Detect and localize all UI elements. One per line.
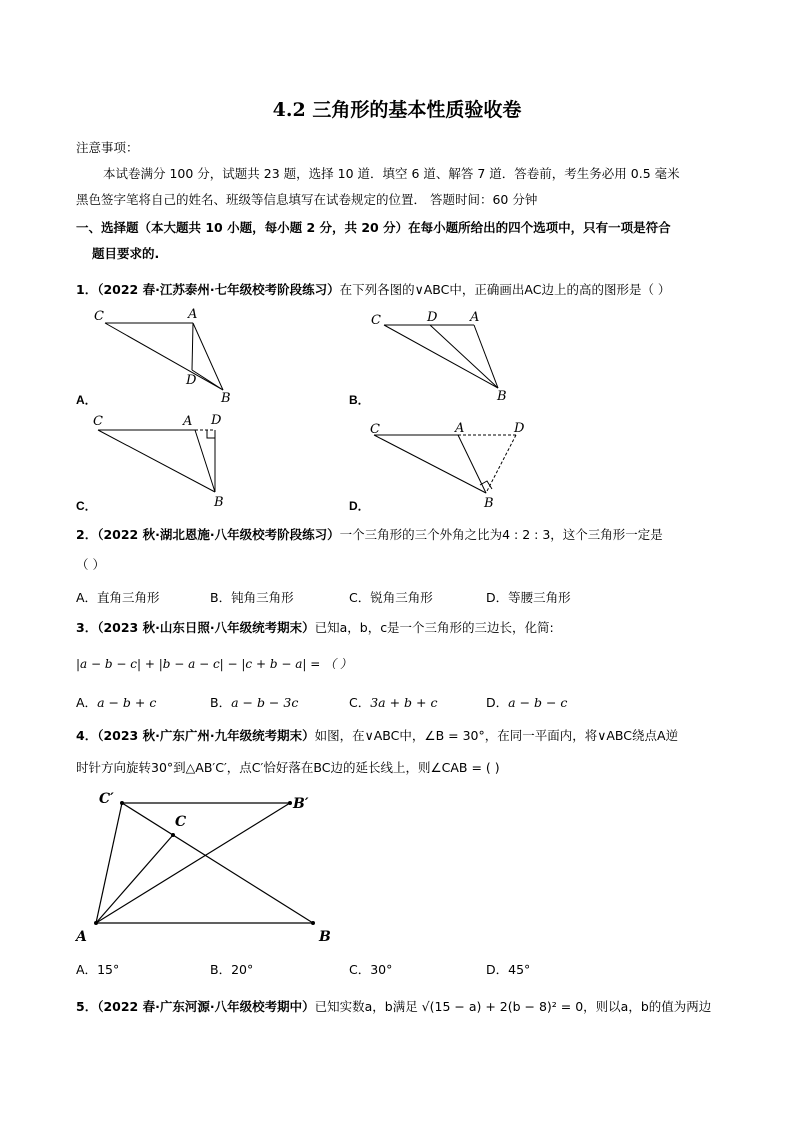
fig-a-label-b: B bbox=[221, 391, 231, 406]
question-5-stem: 已知实数a，b满足 √(15 − a) + 2(b − 8)² = 0，则以a，b的值为两边 bbox=[314, 999, 712, 1014]
q3-option-d-text: a − b − c bbox=[508, 695, 568, 710]
fig-b-label-a: A bbox=[470, 310, 480, 325]
notice-line-2: 黑色签字笔将自己的姓名、班级等信息填写在试卷规定的位置． 答题时间：60 分钟 bbox=[76, 192, 538, 207]
fig-c-label-a: A bbox=[183, 414, 193, 429]
q3-option-b-text: a − b − 3c bbox=[231, 695, 299, 710]
fig-d-label-a: A bbox=[455, 421, 465, 436]
question-5 bbox=[76, 997, 711, 1015]
fig-a-label-a: A bbox=[188, 307, 198, 322]
question-1-stem: 在下列各图的∨ABC中，正确画出AC边上的高的图形是（ ） bbox=[339, 282, 671, 297]
question-4-stem-2: 时针方向旋转30°到△AB′C′，点C′恰好落在BC边的延长线上，则∠CAB = ( ) bbox=[76, 760, 500, 775]
q3-option-a-text: a − b + c bbox=[97, 695, 157, 710]
q1-option-a[interactable]: A． bbox=[76, 393, 97, 407]
fig-d-label-c: C bbox=[370, 422, 380, 437]
q4-option-d-text: 45° bbox=[508, 962, 531, 977]
q2-option-b[interactable]: B．钝角三角形 bbox=[210, 590, 294, 605]
question-1-source: 1．（2022 春·江苏泰州·七年级校考阶段练习） bbox=[76, 282, 340, 297]
fig-c-label-b: B bbox=[214, 495, 224, 510]
q1-option-b[interactable]: B． bbox=[349, 393, 370, 407]
q1-option-d[interactable]: D． bbox=[349, 499, 370, 513]
q4-label-a: A bbox=[76, 929, 87, 945]
fig-c-label-d: D bbox=[211, 413, 222, 428]
fig-a-label-d: D bbox=[186, 373, 197, 388]
q4-option-a[interactable] bbox=[76, 960, 119, 978]
question-3-source: 3．（2023 秋·山东日照·八年级统考期末） bbox=[76, 620, 315, 635]
q3-option-a-label: A． bbox=[76, 695, 98, 710]
question-2-stem: 一个三角形的三个外角之比为4 : 2 : 3，这个三角形一定是 bbox=[339, 527, 663, 542]
question-4-stem-1: 如图，在∨ABC中，∠B = 30°，在同一平面内，将∨ABC绕点A逆 bbox=[314, 728, 679, 743]
q4-option-b[interactable] bbox=[210, 960, 253, 978]
question-5-source: 5．（2022 春·广东河源·八年级校考期中） bbox=[76, 999, 315, 1014]
question-2-source: 2．（2022 秋·湖北恩施·八年级校考阶段练习） bbox=[76, 527, 340, 542]
question-4-source: 4．（2023 秋·广东广州·九年级统考期末） bbox=[76, 728, 315, 743]
q4-option-b-label: B． bbox=[210, 962, 232, 977]
q4-label-c: C bbox=[175, 814, 187, 830]
q3-option-c-text: 3a + b + c bbox=[370, 695, 438, 710]
q2-option-d[interactable]: D．等腰三角形 bbox=[486, 590, 571, 605]
fig-b-label-b: B bbox=[497, 389, 507, 404]
question-3-stem: 已知a，b，c是一个三角形的三边长，化简: bbox=[314, 620, 554, 635]
fig-b-label-d: D bbox=[427, 310, 438, 325]
q4-label-b-prime: B′ bbox=[293, 796, 309, 812]
q4-option-d[interactable] bbox=[486, 960, 530, 978]
q3-option-c-label: C． bbox=[349, 695, 371, 710]
notice-line-1: 本试卷满分 100 分，试题共 23 题，选择 10 道．填空 6 道、解答 7 道．答卷前，考生务必用 0.5 毫米 bbox=[103, 166, 680, 181]
q3-option-d-label: D． bbox=[486, 695, 509, 710]
q4-label-c-prime: C′ bbox=[99, 791, 114, 807]
fig-c-label-c: C bbox=[93, 414, 103, 429]
page-title: 4.2 三角形的基本性质验收卷 bbox=[272, 99, 522, 121]
q2-option-a[interactable]: A．直角三角形 bbox=[76, 590, 160, 605]
q3-option-b-label: B． bbox=[210, 695, 232, 710]
q4-option-c[interactable] bbox=[349, 960, 392, 978]
question-3-expression: |a − b − c| + |b − a − c| − |c + b − a| = （ ） bbox=[76, 657, 352, 671]
q4-option-c-text: 30° bbox=[370, 962, 393, 977]
q2-option-c[interactable]: C．锐角三角形 bbox=[349, 590, 433, 605]
q4-option-c-label: C． bbox=[349, 962, 371, 977]
section-heading-cont: 题目要求的. bbox=[92, 246, 160, 261]
fig-d-label-b: B bbox=[484, 496, 494, 511]
q4-option-a-text: 15° bbox=[97, 962, 120, 977]
section-heading: 一、选择题（本大题共 10 小题，每小题 2 分，共 20 分）在每小题所给出的四个选项中，只有一项是符合 bbox=[76, 220, 671, 235]
question-2-bracket: （ ） bbox=[76, 557, 105, 572]
q1-option-c[interactable]: C． bbox=[76, 499, 97, 513]
q4-option-a-label: A． bbox=[76, 962, 98, 977]
fig-b-label-c: C bbox=[371, 313, 381, 328]
fig-d-label-d: D bbox=[514, 421, 525, 436]
q4-label-b: B bbox=[319, 929, 331, 945]
fig-a-label-c: C bbox=[94, 309, 104, 324]
q4-option-b-text: 20° bbox=[231, 962, 254, 977]
q4-option-d-label: D． bbox=[486, 962, 509, 977]
notice-heading: 注意事项： bbox=[76, 140, 139, 155]
